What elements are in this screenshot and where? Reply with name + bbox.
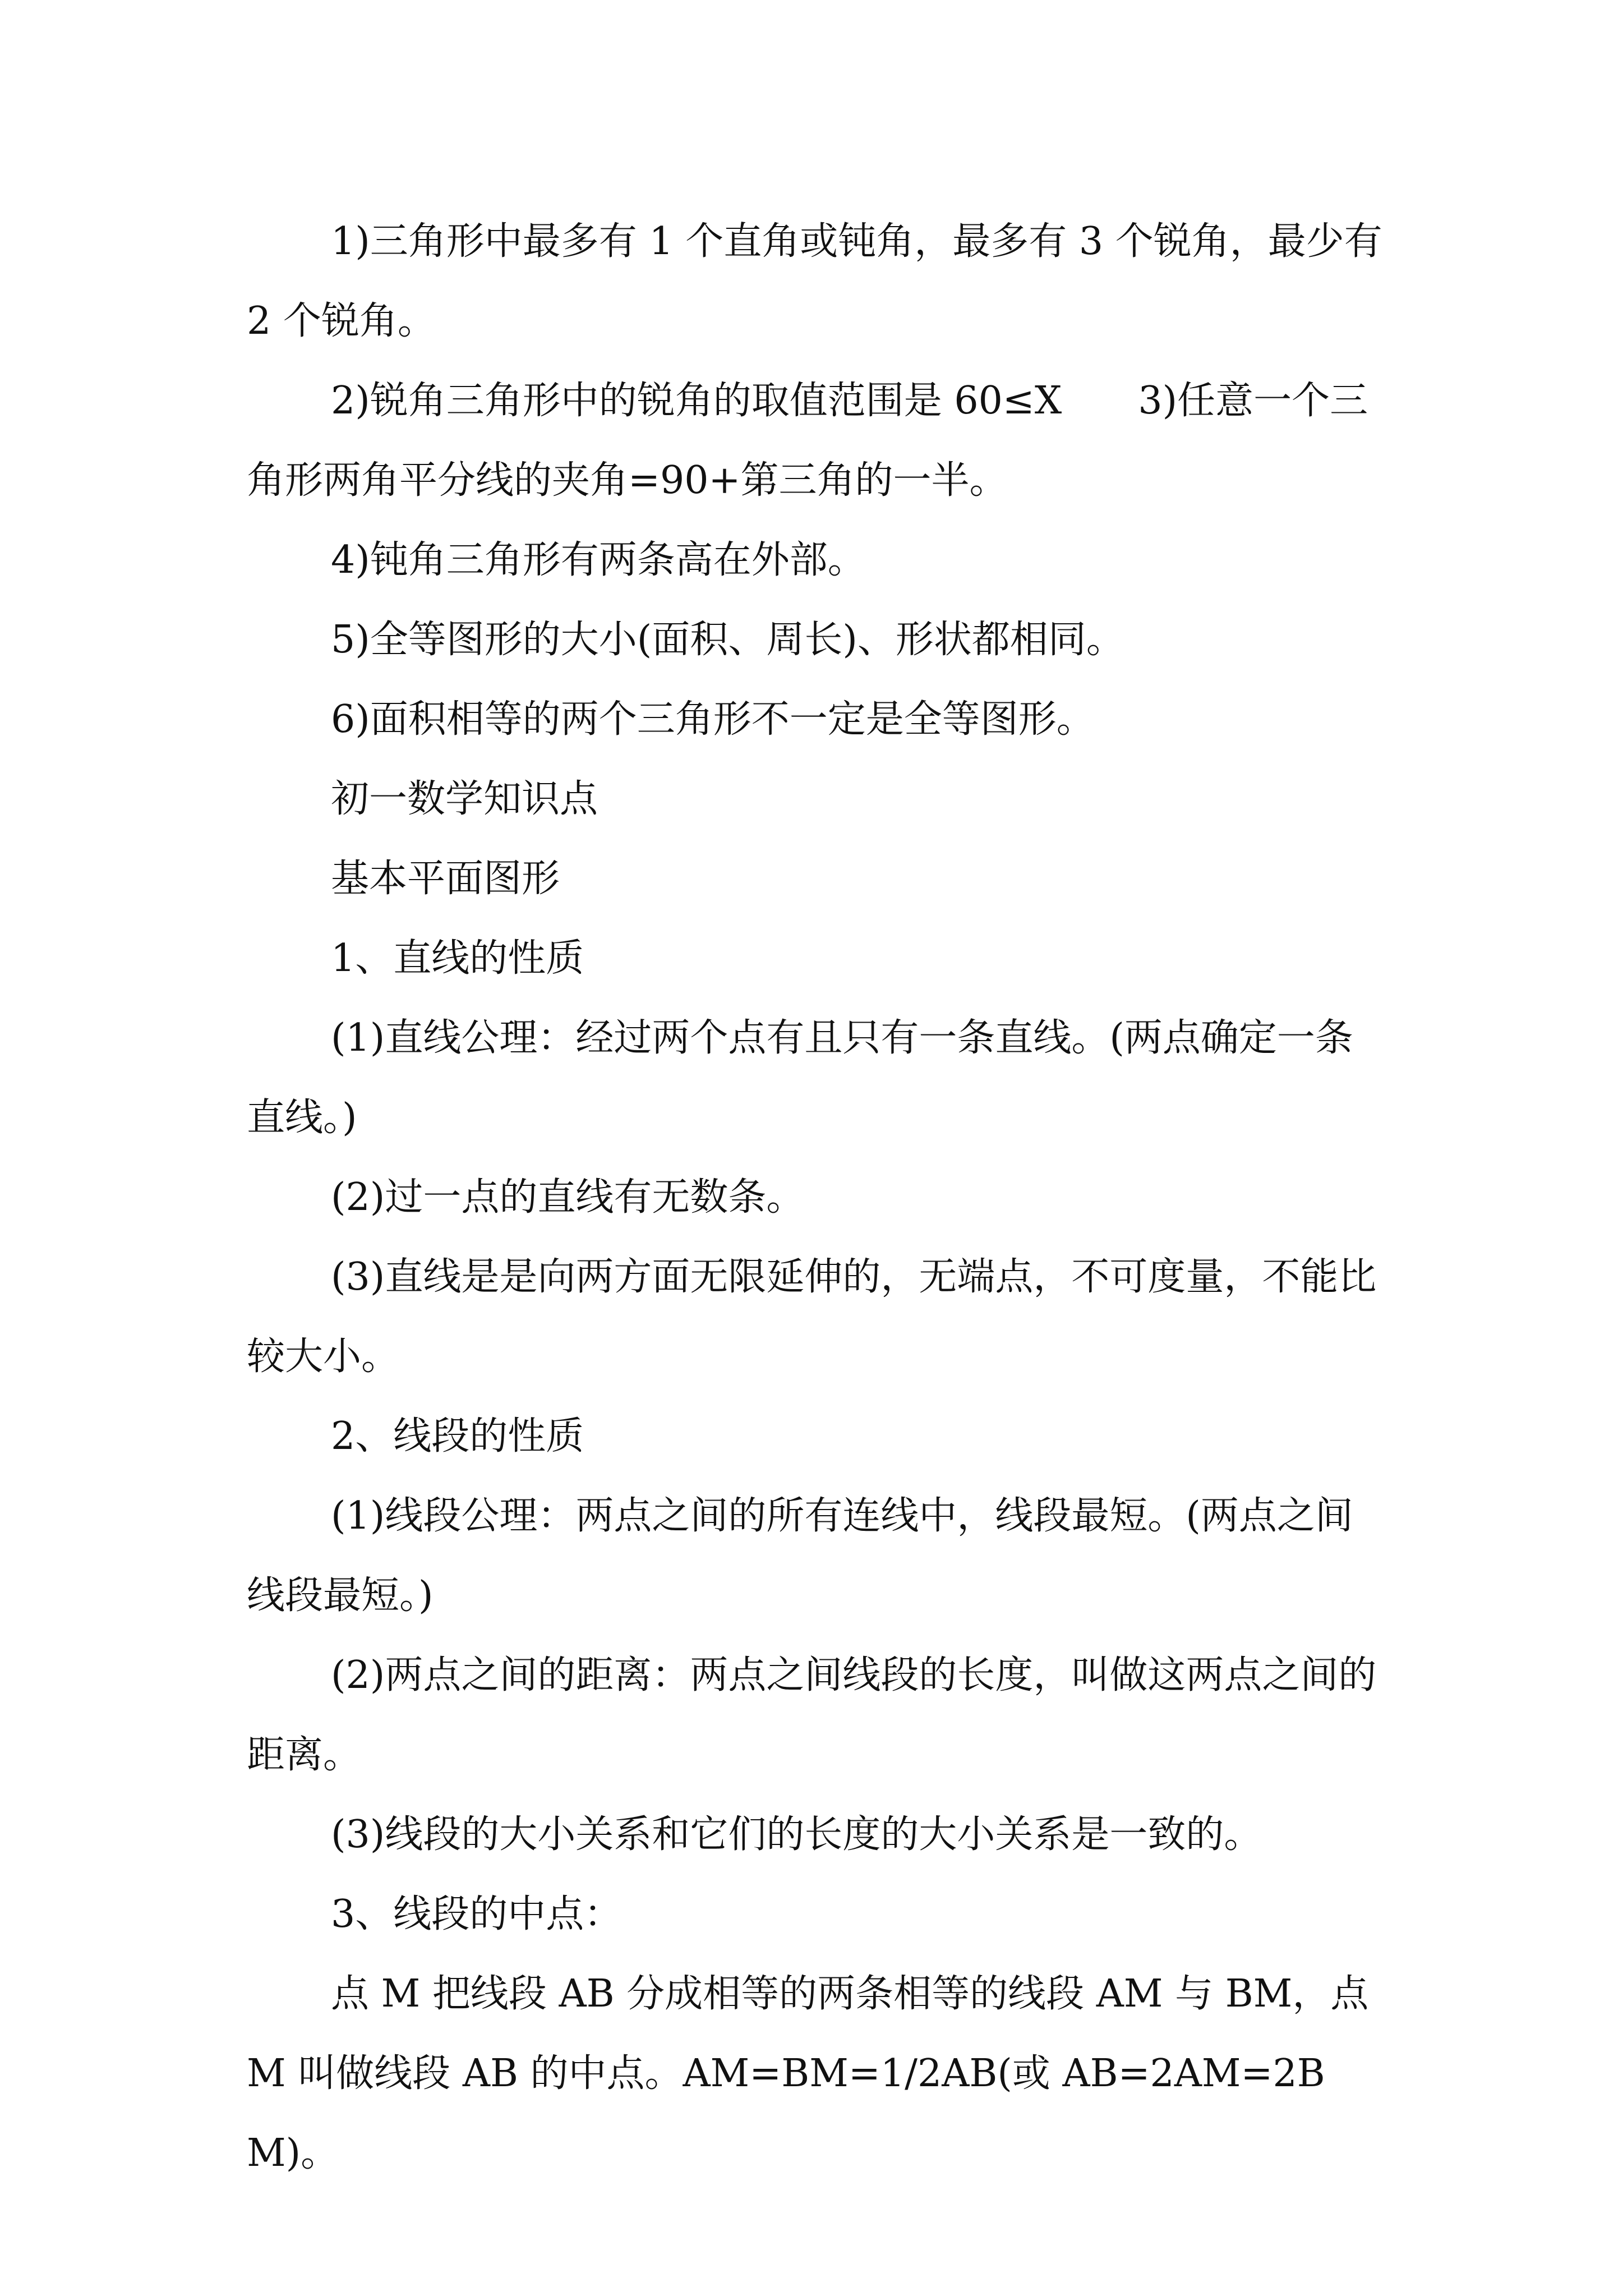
paragraph-line-infinite: (3)直线是是向两方面无限延伸的，无端点，不可度量，不能比较大小。 xyxy=(247,1255,1377,1379)
paragraph-segment-size: (3)线段的大小关系和它们的长度的大小关系是一致的。 xyxy=(331,1812,1262,1857)
subsection-heading: 基本平面图形 xyxy=(331,857,560,901)
topic-heading-line: 1、直线的性质 xyxy=(331,936,584,981)
topic-heading-segment: 2、线段的性质 xyxy=(331,1414,584,1458)
paragraph-midpoint-definition: 点 M 把线段 AB 分成相等的两条相等的线段 AM 与 BM，点 M 叫做线段 AB 的中点。AM=BM=1/2AB(或 AB=2AM=2BM)。 xyxy=(247,1972,1369,2175)
paragraph-acute-range: 2)锐角三角形中的锐角的取值范围是 60≤X 3)任意一个三角形两角平分线的夹角=90+第三角的一半。 xyxy=(247,379,1368,503)
paragraph-congruent-figures: 5)全等图形的大小(面积、周长)、形状都相同。 xyxy=(331,618,1124,662)
paragraph-obtuse-heights: 4)钝角三角形有两条高在外部。 xyxy=(331,538,866,582)
topic-heading-midpoint: 3、线段的中点： xyxy=(331,1892,623,1936)
paragraph-triangle-angles: 1)三角形中最多有 1 个直角或钝角，最多有 3 个锐角，最少有 2 个锐角。 xyxy=(247,219,1382,343)
section-heading: 初一数学知识点 xyxy=(331,777,598,821)
paragraph-equal-area: 6)面积相等的两个三角形不一定是全等图形。 xyxy=(331,697,1095,742)
paragraph-point-distance: (2)两点之间的距离：两点之间线段的长度，叫做这两点之间的距离。 xyxy=(247,1653,1377,1777)
paragraph-lines-through-point: (2)过一点的直线有无数条。 xyxy=(331,1175,805,1220)
paragraph-segment-axiom: (1)线段公理：两点之间的所有连线中，线段最短。(两点之间线段最短。) xyxy=(247,1494,1353,1618)
paragraph-line-axiom: (1)直线公理：经过两个点有且只有一条直线。(两点确定一条直线。) xyxy=(247,1016,1353,1140)
document-page xyxy=(247,202,1391,2193)
